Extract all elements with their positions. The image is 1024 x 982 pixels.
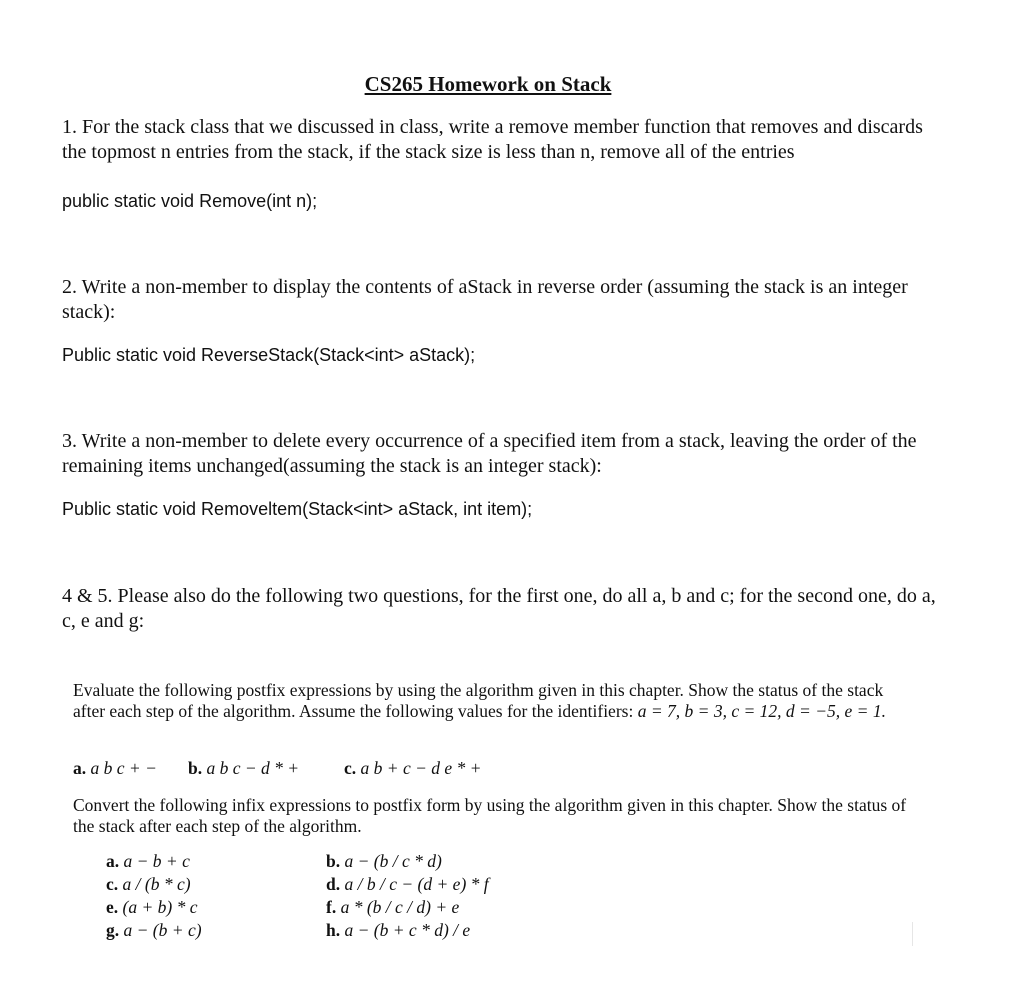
- convert-instructions: Convert the following infix expressions to postfix form by using the algorithm given in this chapter. Show the status of the stack after each step of the algorithm.: [73, 795, 907, 836]
- item-expression: a b c + −: [90, 758, 157, 778]
- evaluate-item-b: [188, 758, 299, 779]
- item-label: e.: [106, 897, 119, 917]
- convert-item-e: [106, 897, 198, 918]
- item-expression: a − b + c: [123, 851, 190, 871]
- convert-item-c: [106, 874, 191, 895]
- evaluate-item-a: [73, 758, 157, 779]
- evaluate-values-1: a = 7, b = 3, c = 12,: [637, 701, 782, 721]
- question-3-code: Public static void Removeltem(Stack<int> aStack, int item);: [62, 499, 533, 519]
- item-expression: (a + b) * c: [122, 897, 198, 917]
- question-2-code: Public static void ReverseStack(Stack<int> aStack);: [62, 345, 476, 365]
- item-label: g.: [106, 920, 120, 940]
- item-label: b.: [188, 758, 203, 778]
- item-expression: a − (b / c * d): [344, 851, 442, 871]
- question-3-text: 3. Write a non-member to delete every occurrence of a specified item from a stack, leaving the order of the remaining items unchanged(assuming the stack is an integer stack):: [62, 430, 917, 477]
- item-label: a.: [73, 758, 87, 778]
- item-label: b.: [326, 851, 341, 871]
- item-expression: a * (b / c / d) + e: [340, 897, 460, 917]
- question-1-code: public static void Remove(int n);: [62, 191, 318, 211]
- evaluate-item-c: [344, 758, 482, 779]
- item-expression: a b + c − d e * +: [360, 758, 482, 778]
- convert-item-h: [326, 920, 470, 941]
- evaluate-intro: Evaluate the following postfix expressions by using the algorithm given in this chapter. Show the status of the stack after each step of the algorithm. Assume the following values for the identifiers:: [73, 680, 884, 721]
- item-label: c.: [344, 758, 357, 778]
- page-title: CS265 Homework on Stack: [364, 72, 612, 96]
- convert-item-f: [326, 897, 459, 918]
- item-expression: a − (b + c): [123, 920, 202, 940]
- item-expression: a / (b * c): [122, 874, 191, 894]
- scan-edge-mark: [912, 922, 913, 946]
- question-4-5-text: 4 & 5. Please also do the following two questions, for the first one, do all a, b and c; for the second one, do a, c, e and g:: [62, 585, 936, 632]
- question-1-text: 1. For the stack class that we discussed in class, write a remove member function that removes and discards the topmost n entries from the stack, if the stack size is less than n, remove all of the entries: [62, 116, 923, 163]
- item-label: f.: [326, 897, 337, 917]
- convert-item-a: [106, 851, 190, 872]
- item-expression: a / b / c − (d + e) * f: [344, 874, 489, 894]
- item-label: a.: [106, 851, 120, 871]
- item-expression: a − (b + c * d) / e: [344, 920, 471, 940]
- convert-item-g: [106, 920, 202, 941]
- item-label: h.: [326, 920, 341, 940]
- question-2-text: 2. Write a non-member to display the contents of aStack in reverse order (assuming the stack is an integer stack):: [62, 276, 908, 323]
- convert-item-b: [326, 851, 442, 872]
- item-expression: a b c − d * +: [206, 758, 300, 778]
- evaluate-values-2: d = −5, e = 1.: [785, 701, 886, 721]
- item-label: c.: [106, 874, 119, 894]
- convert-item-d: [326, 874, 489, 895]
- item-label: d.: [326, 874, 341, 894]
- evaluate-instructions: [73, 680, 913, 722]
